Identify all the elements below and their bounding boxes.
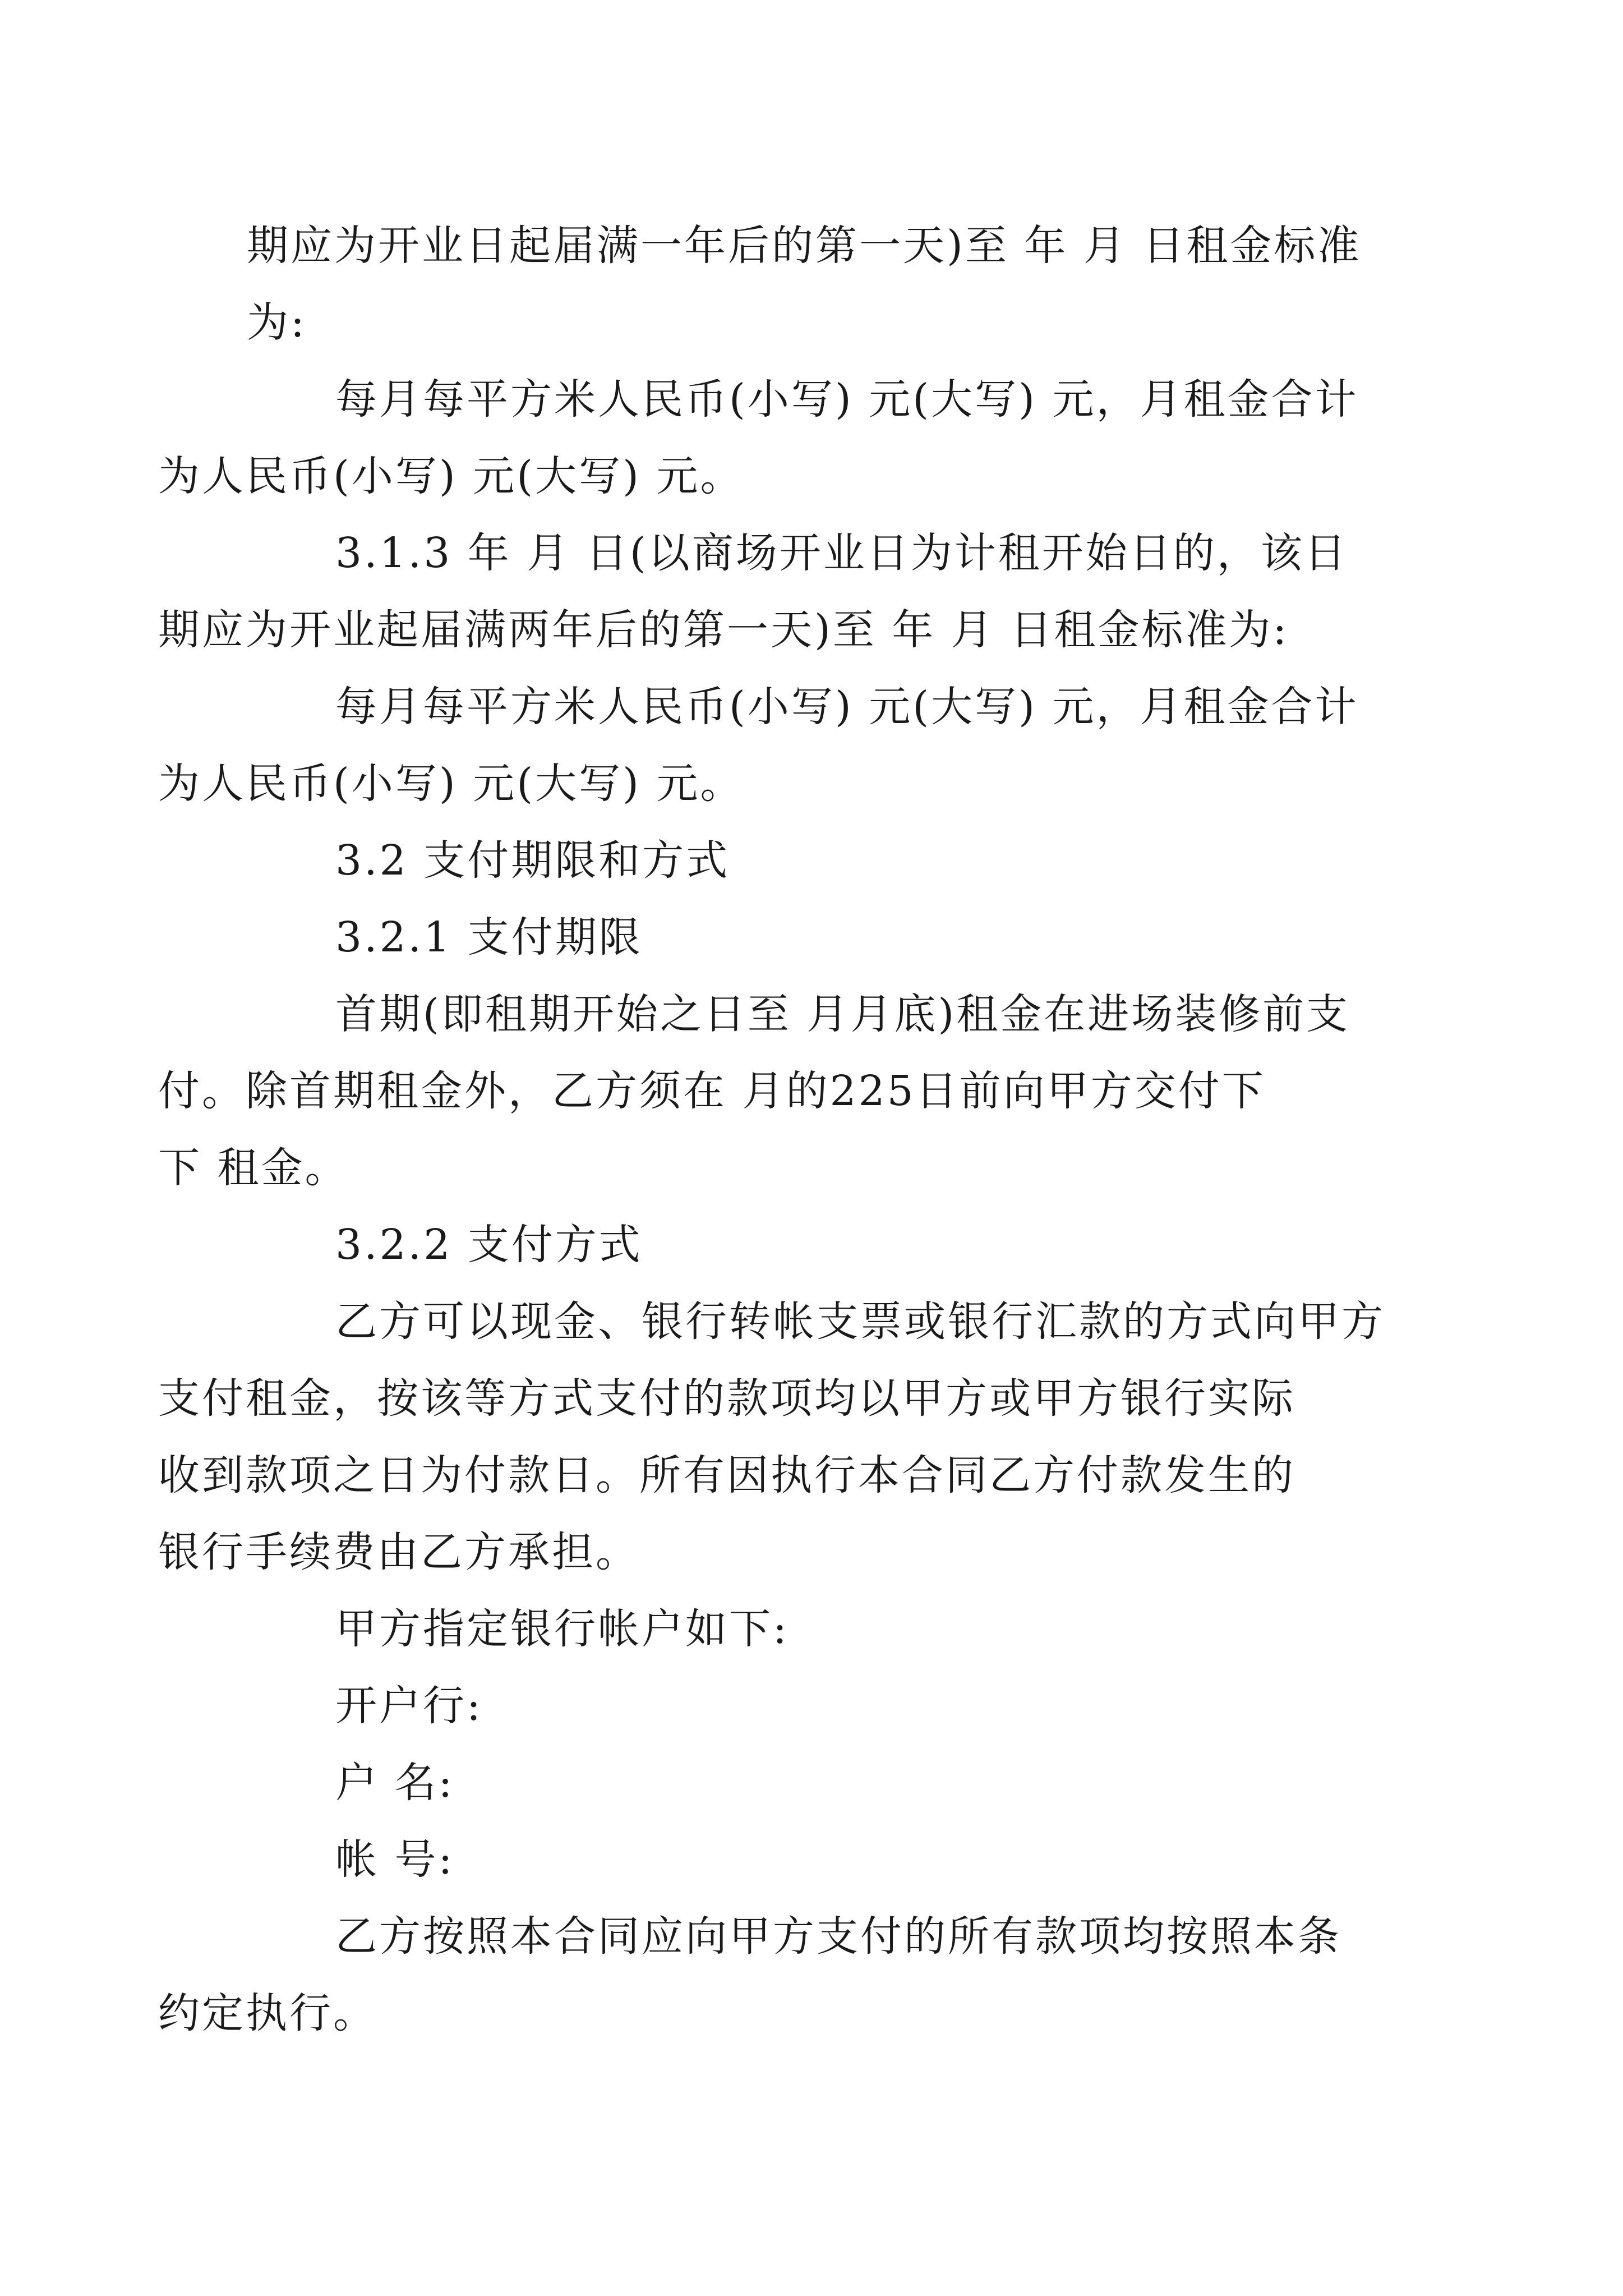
text-line: 甲方指定银行帐户如下: — [335, 1605, 789, 1653]
text-line: 约定执行。 — [158, 1989, 377, 2037]
text-line: 首期(即租期开始之日至 月月底)租金在进场装修前支 — [335, 990, 1350, 1038]
paragraph-monthly-rent-year3 — [158, 669, 1388, 822]
text-line: 3.1.3 年 月 日(以商场开业日为计租开始日的，该日 — [335, 529, 1348, 577]
text-line: 开户行: — [335, 1682, 483, 1730]
paragraph-bank-account-intro — [247, 1591, 1388, 1668]
clause-3-1-3 — [158, 515, 1388, 669]
text-line: 付。除首期租金外，乙方须在 月的225日前向甲方交付下 — [158, 1067, 1266, 1115]
text-line: 期应为开业日起届满一年后的第一天)至 年 月 日租金标准 — [247, 222, 1362, 270]
text-line: 银行手续费由乙方承担。 — [158, 1528, 639, 1576]
paragraph-payment-method — [158, 1283, 1388, 1591]
text-line: 为人民币(小写) 元(大写) 元。 — [158, 760, 744, 808]
field-account-name — [247, 1745, 1388, 1821]
text-line: 乙方按照本合同应向甲方支付的所有款项均按照本条 — [335, 1912, 1341, 1961]
text-line: 3.2 支付期限和方式 — [335, 836, 730, 885]
text-line: 户 名: — [335, 1759, 455, 1807]
text-line: 为: — [247, 298, 307, 347]
text-line: 期应为开业起届满两年后的第一天)至 年 月 日租金标准为: — [158, 606, 1289, 654]
section-heading-3-2-1 — [247, 899, 1388, 976]
text-line: 3.2.2 支付方式 — [335, 1221, 643, 1269]
paragraph-payment-deadline — [158, 976, 1388, 1207]
paragraph-monthly-rent-year2 — [158, 361, 1388, 515]
text-line: 帐 号: — [335, 1835, 455, 1884]
document-body — [158, 208, 1388, 2052]
text-line: 3.2.1 支付期限 — [335, 913, 643, 961]
text-line: 收到款项之日为付款日。所有因执行本合同乙方付款发生的 — [158, 1451, 1295, 1499]
field-bank-name — [247, 1668, 1388, 1745]
text-line: 每月每平方米人民币(小写) 元(大写) 元，月租金合计 — [335, 683, 1359, 731]
paragraph-payment-clause-closing — [158, 1898, 1388, 2052]
text-line: 下 租金。 — [158, 1144, 349, 1192]
paragraph-rent-standard-year2-tail — [247, 208, 1388, 361]
field-account-number — [247, 1821, 1388, 1898]
text-line: 支付租金，按该等方式支付的款项均以甲方或甲方银行实际 — [158, 1374, 1295, 1423]
text-line: 乙方可以现金、银行转帐支票或银行汇款的方式向甲方 — [335, 1297, 1385, 1346]
section-heading-3-2 — [247, 822, 1388, 899]
section-heading-3-2-2 — [247, 1207, 1388, 1283]
text-line: 每月每平方米人民币(小写) 元(大写) 元，月租金合计 — [335, 375, 1359, 424]
text-line: 为人民币(小写) 元(大写) 元。 — [158, 452, 744, 500]
